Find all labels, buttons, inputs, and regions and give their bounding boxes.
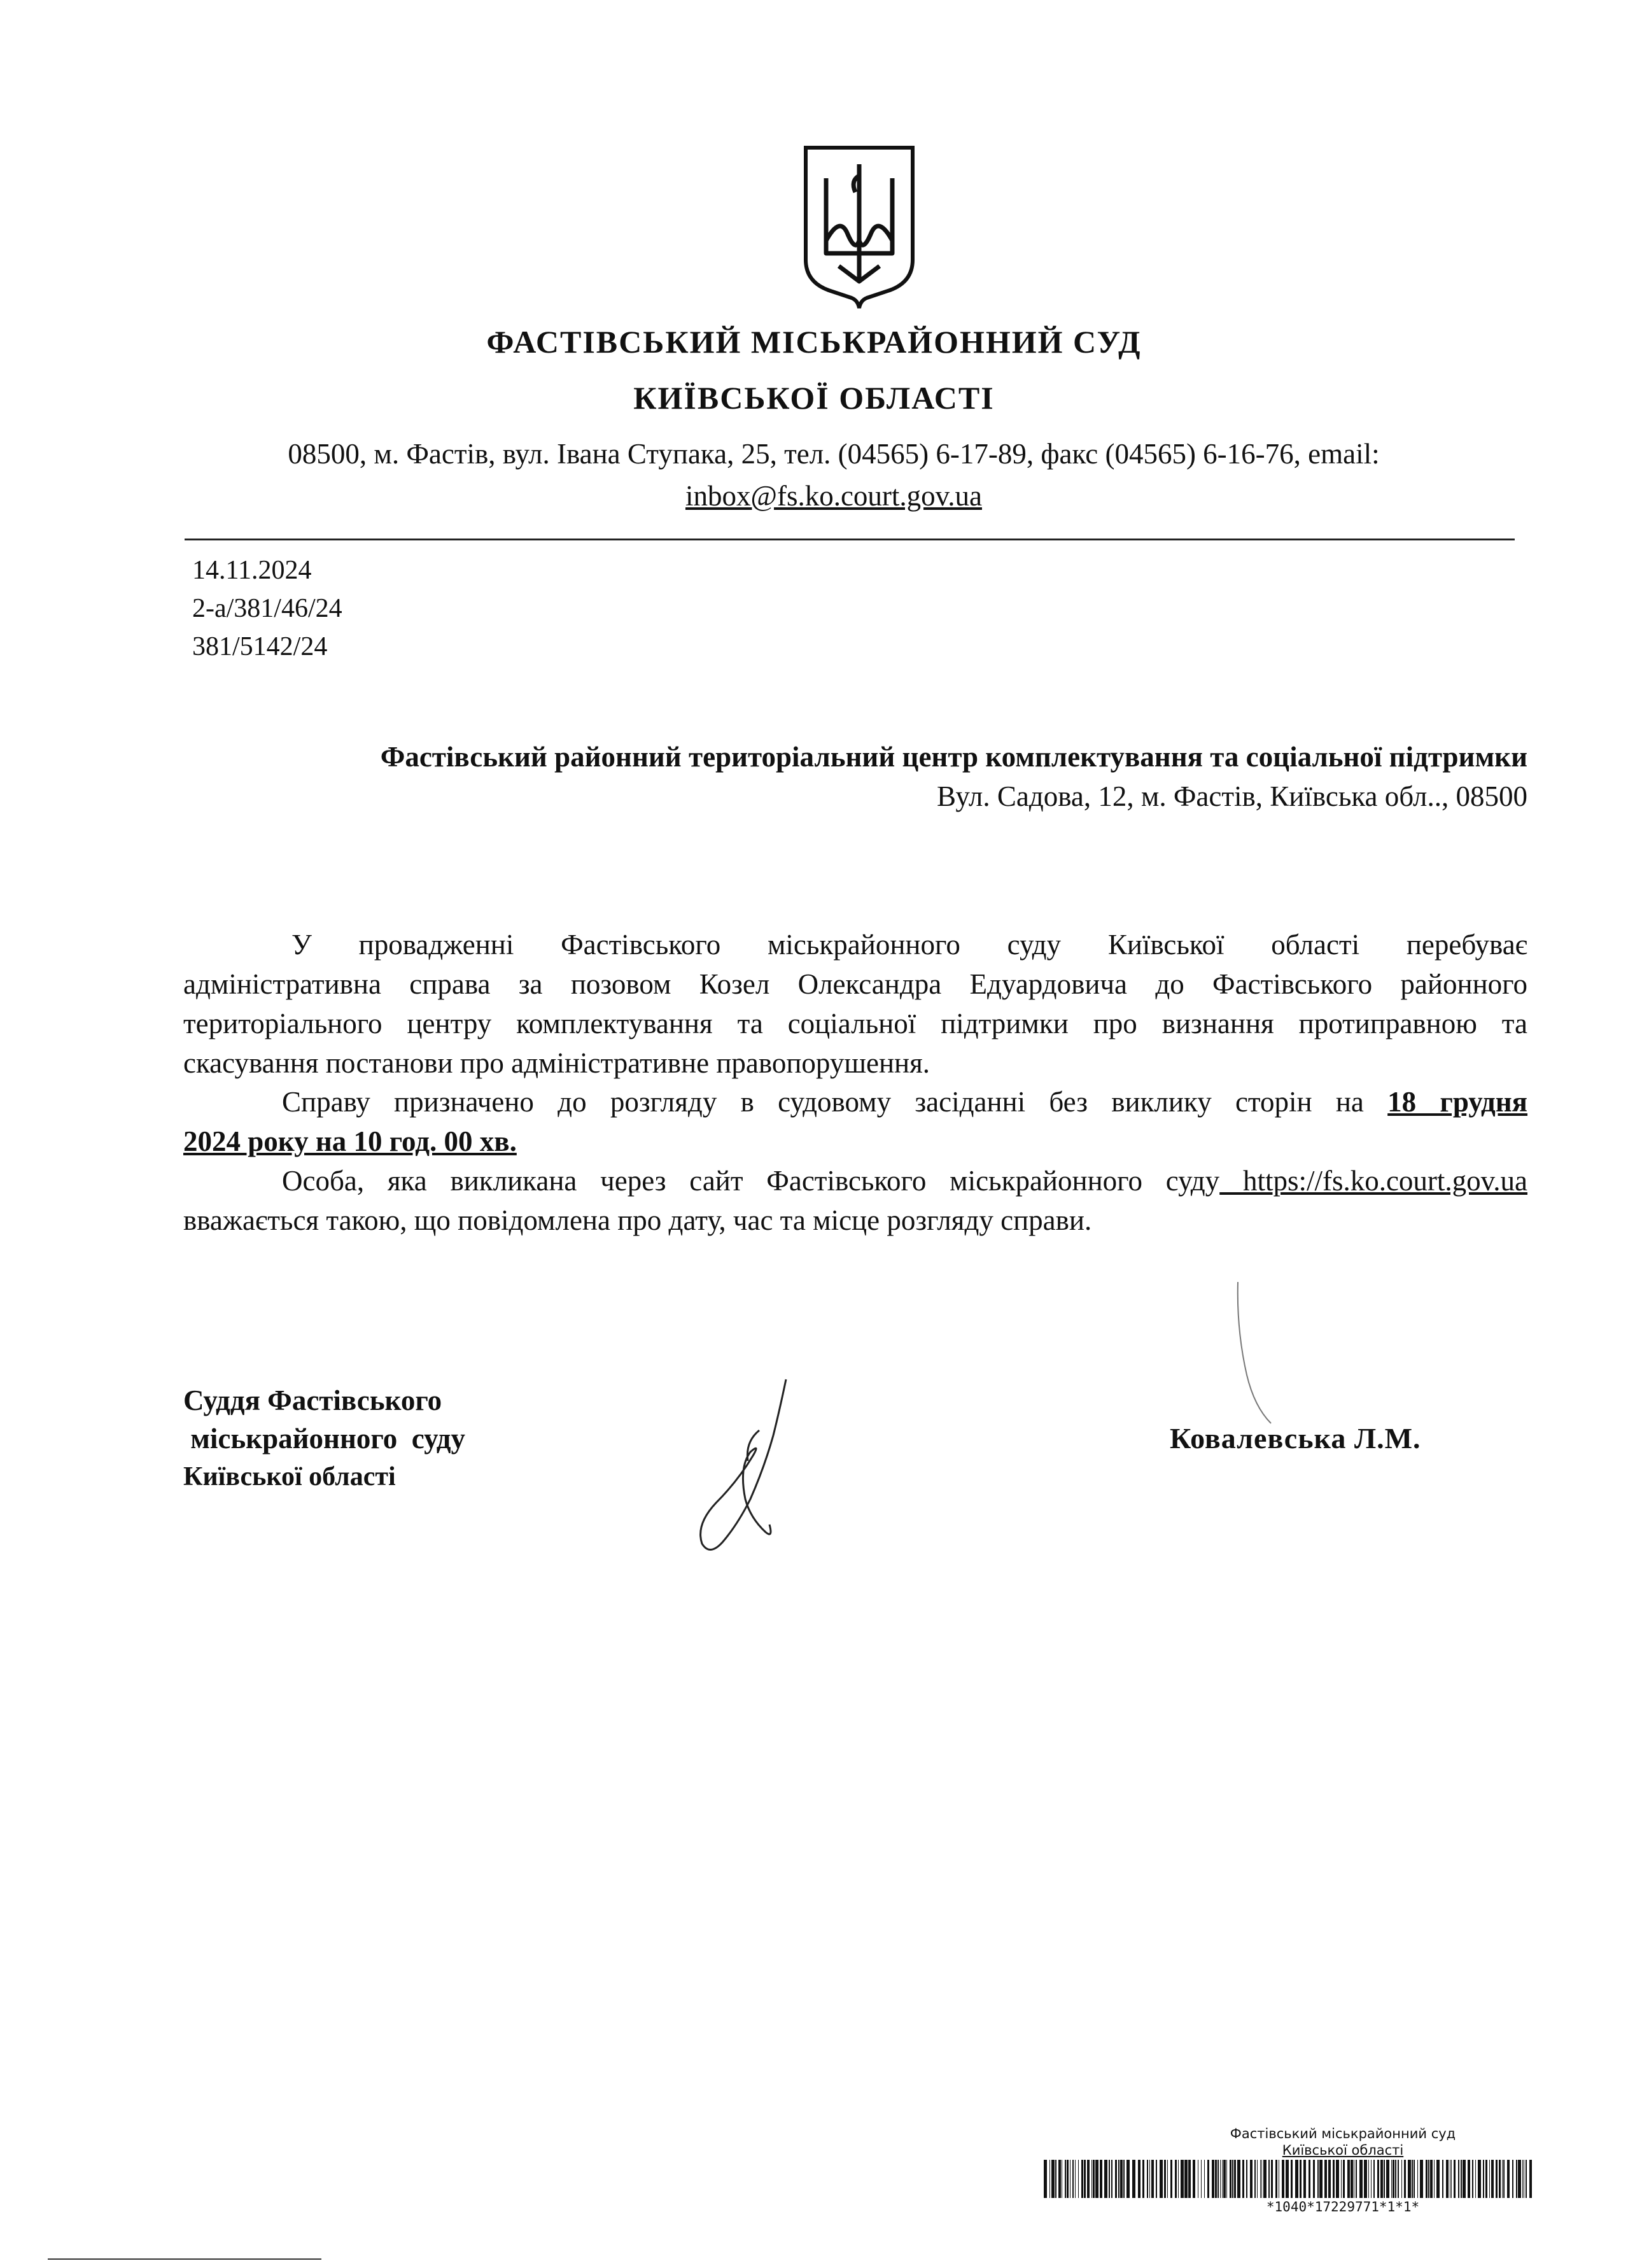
paragraph-line: територіального центру комплектування та соціальної підтримки про визнання протиправною та [183, 1008, 1527, 1039]
barcode-bar [1436, 2160, 1440, 2198]
barcode-bar [1160, 2160, 1163, 2198]
court-website-link[interactable]: https://fs.ko.court.gov.ua [1219, 1165, 1527, 1197]
barcode-number: *1040*17229771*1*1* [1266, 2199, 1420, 2215]
barcode-bar [1395, 2160, 1396, 2198]
barcode-bar [1067, 2160, 1069, 2198]
barcode-bar [1051, 2160, 1055, 2198]
barcode [1044, 2160, 1534, 2198]
barcode-bar [1207, 2160, 1209, 2198]
barcode-bar [1223, 2160, 1226, 2198]
barcode-bar [1237, 2160, 1240, 2198]
barcode-bar [1246, 2160, 1247, 2198]
barcode-bar [1226, 2160, 1227, 2198]
barcode-bar [1230, 2160, 1232, 2198]
barcode-bar [1408, 2160, 1411, 2198]
barcode-bar [1428, 2160, 1429, 2198]
barcode-bar [1291, 2160, 1293, 2198]
barcode-bar [1502, 2160, 1503, 2198]
barcode-bar [1454, 2160, 1456, 2198]
barcode-bar [1356, 2160, 1357, 2198]
court-address-line: 08500, м. Фастів, вул. Івана Ступака, 25, тел. (04565) 6-17-89, факс (04565) 6-16-76, email: [288, 438, 1380, 470]
barcode-bar [1391, 2160, 1392, 2198]
barcode-bar [1485, 2160, 1487, 2198]
body-paragraph-3 [183, 1161, 1527, 1240]
barcode-bar [1261, 2160, 1262, 2198]
judge-title-line-1: Суддя Фастівського [183, 1384, 442, 1416]
case-number: 2-а/381/46/24 [192, 594, 342, 623]
barcode-bar [1451, 2160, 1452, 2198]
barcode-bar [1328, 2160, 1331, 2198]
body-paragraph-2 [183, 1082, 1527, 1161]
barcode-bar [1271, 2160, 1273, 2198]
barcode-bar [1373, 2160, 1375, 2198]
barcode-bar [1095, 2160, 1098, 2198]
barcode-bar [1414, 2160, 1415, 2198]
barcode-bar [1300, 2160, 1302, 2198]
barcode-bar [1075, 2160, 1076, 2198]
barcode-bar [1257, 2160, 1258, 2198]
barcode-bar [1109, 2160, 1110, 2198]
paragraph-line: У провадженні Фастівського міськрайонного суду Київської області перебуває [291, 929, 1527, 961]
barcode-bar [1516, 2160, 1517, 2198]
barcode-bar [1461, 2160, 1462, 2198]
barcode-bar [1475, 2160, 1476, 2198]
barcode-bar [1220, 2160, 1221, 2198]
barcode-bar [1084, 2160, 1086, 2198]
barcode-bar [1483, 2160, 1484, 2198]
registration-number: 381/5142/24 [192, 632, 328, 661]
barcode-bar [1347, 2160, 1350, 2198]
barcode-bar [1317, 2160, 1319, 2198]
barcode-bar [1175, 2160, 1177, 2198]
barcode-bar [1518, 2160, 1521, 2198]
hearing-date-time: 2024 року на 10 год. 00 хв. [183, 1125, 517, 1157]
barcode-bar [1417, 2160, 1418, 2198]
barcode-bar [1268, 2160, 1270, 2198]
barcode-bar [1263, 2160, 1267, 2198]
barcode-bar [1295, 2160, 1298, 2198]
footer-divider [48, 2258, 321, 2260]
barcode-bar [1232, 2160, 1233, 2198]
trident-coat-of-arms-icon [802, 145, 916, 309]
barcode-bar [1156, 2160, 1157, 2198]
barcode-bar [1260, 2160, 1261, 2198]
barcode-bar [1426, 2160, 1428, 2198]
barcode-bar [1364, 2160, 1367, 2198]
barcode-bar [1120, 2160, 1123, 2198]
barcode-bar [1065, 2160, 1066, 2198]
paragraph-line: скасування постанови про адміністративне правопорушення. [183, 1047, 930, 1079]
barcode-bar [1275, 2160, 1277, 2198]
barcode-bar [1250, 2160, 1253, 2198]
barcode-bar [1368, 2160, 1369, 2198]
barcode-bar [1507, 2160, 1510, 2198]
barcode-bar [1049, 2160, 1050, 2198]
judge-title-line-3: Київської області [183, 1462, 396, 1491]
barcode-bar [1201, 2160, 1202, 2198]
barcode-bar [1254, 2160, 1256, 2198]
judge-title-line-2: міськрайонного суду [183, 1423, 466, 1454]
barcode-bar [1184, 2160, 1188, 2198]
barcode-bar [1100, 2160, 1102, 2198]
barcode-bar [1458, 2160, 1459, 2198]
barcode-bar [1115, 2160, 1117, 2198]
barcode-bar [1351, 2160, 1353, 2198]
barcode-bar [1491, 2160, 1494, 2198]
barcode-bar [1412, 2160, 1413, 2198]
judge-name: Ковалевська Л.М. [1170, 1422, 1421, 1454]
barcode-bar [1118, 2160, 1119, 2198]
summons-notice-text: Особа, яка викликана через сайт Фастівського міськрайонного суду [282, 1165, 1220, 1197]
barcode-bar [1309, 2160, 1310, 2198]
barcode-bar [1401, 2160, 1402, 2198]
barcode-bar [1503, 2160, 1505, 2198]
barcode-bar [1333, 2160, 1335, 2198]
barcode-bar [1384, 2160, 1385, 2198]
paragraph-line: вважається такою, що повідомлена про дату, час та місце розгляду справи. [183, 1204, 1092, 1236]
barcode-bar [1282, 2160, 1284, 2198]
barcode-bar [1167, 2160, 1168, 2198]
barcode-bar [1093, 2160, 1095, 2198]
handwritten-signature [684, 1372, 818, 1563]
barcode-bar [1499, 2160, 1501, 2198]
barcode-bar [1072, 2160, 1074, 2198]
barcode-bar [1147, 2160, 1148, 2198]
barcode-bar [1193, 2160, 1195, 2198]
barcode-bar [1286, 2160, 1289, 2198]
barcode-bar [1044, 2160, 1047, 2198]
hearing-date-day: 18 грудня [1387, 1086, 1528, 1118]
barcode-bar [1313, 2160, 1315, 2198]
hearing-scheduled-text: Справу призначено до розгляду в судовому засіданні без виклику сторін на [282, 1086, 1364, 1118]
letter-date: 14.11.2024 [192, 556, 312, 585]
barcode-bar [1430, 2160, 1433, 2198]
barcode-bar [1149, 2160, 1150, 2198]
court-contact [210, 433, 1457, 517]
barcode-bar [1472, 2160, 1473, 2198]
barcode-bar [1215, 2160, 1217, 2198]
barcode-bar [1434, 2160, 1435, 2198]
barcode-bar [1188, 2160, 1191, 2198]
barcode-bar [1380, 2160, 1383, 2198]
barcode-bar [1081, 2160, 1083, 2198]
barcode-bar [1138, 2160, 1140, 2198]
paragraph-line [183, 1122, 1527, 1161]
barcode-bar [1463, 2160, 1466, 2198]
barcode-bar [1336, 2160, 1339, 2198]
barcode-bar [1164, 2160, 1166, 2198]
barcode-bar [1303, 2160, 1306, 2198]
barcode-bar [1398, 2160, 1399, 2198]
barcode-bar [1359, 2160, 1363, 2198]
stamp-court-name: Фастівський міськрайонний суд [1230, 2126, 1456, 2141]
barcode-bar [1078, 2160, 1079, 2198]
barcode-bar [1341, 2160, 1342, 2198]
barcode-bar [1442, 2160, 1443, 2198]
barcode-bar [1420, 2160, 1423, 2198]
barcode-bar [1181, 2160, 1184, 2198]
court-name: ФАСТІВСЬКИЙ МІСЬКРАЙОННИЙ СУД [486, 324, 1142, 360]
barcode-bar [1512, 2160, 1513, 2198]
barcode-bar [1404, 2160, 1406, 2198]
barcode-bar [1446, 2160, 1449, 2198]
barcode-bar [1234, 2160, 1236, 2198]
barcode-bar [1489, 2160, 1490, 2198]
barcode-bar [1212, 2160, 1214, 2198]
barcode-bar [1242, 2160, 1244, 2198]
barcode-bar [1087, 2160, 1090, 2198]
barcode-bar [1529, 2160, 1532, 2198]
barcode-bar [1377, 2160, 1379, 2198]
barcode-bar [1496, 2160, 1498, 2198]
barcode-bar [1055, 2160, 1056, 2198]
addressee-name: Фастівський районний територіальний центр комплектування та соціальної підтримки [380, 741, 1527, 773]
court-region: КИЇВСЬКОЇ ОБЛАСТІ [633, 380, 995, 416]
pen-stroke-mark [1232, 1279, 1276, 1426]
barcode-bar [1123, 2160, 1125, 2198]
barcode-bar [1091, 2160, 1092, 2198]
barcode-bar [1178, 2160, 1179, 2198]
barcode-bar [1393, 2160, 1394, 2198]
barcode-bar [1522, 2160, 1523, 2198]
barcode-bar [1319, 2160, 1323, 2198]
header-divider [185, 539, 1515, 540]
barcode-bar [1111, 2160, 1112, 2198]
paragraph-line [183, 1082, 1527, 1122]
barcode-bar [1343, 2160, 1345, 2198]
barcode-bar [1126, 2160, 1130, 2198]
paragraph-line [183, 1161, 1527, 1201]
barcode-bar [1058, 2160, 1061, 2198]
barcode-bar [1104, 2160, 1107, 2198]
barcode-bar [1222, 2160, 1223, 2198]
barcode-bar [1132, 2160, 1135, 2198]
body-paragraph-1 [183, 925, 1527, 1083]
barcode-bar [1324, 2160, 1327, 2198]
barcode-bar [1151, 2160, 1154, 2198]
barcode-bar [1371, 2160, 1372, 2198]
barcode-bar [1170, 2160, 1172, 2198]
barcode-bar [1478, 2160, 1481, 2198]
court-email-link[interactable]: inbox@fs.ko.court.gov.ua [685, 480, 982, 512]
barcode-bar [1526, 2160, 1527, 2198]
stamp-region: Київської області [1282, 2143, 1404, 2158]
barcode-bar [1204, 2160, 1205, 2198]
paragraph-line: адміністративна справа за позовом Козел Олександра Едуардовича до Фастівського районного [183, 968, 1527, 1000]
barcode-bar [1142, 2160, 1144, 2198]
barcode-bar [1468, 2160, 1470, 2198]
barcode-bar [1217, 2160, 1219, 2198]
addressee-address: Вул. Садова, 12, м. Фастів, Київська обл.., 08500 [936, 780, 1527, 812]
barcode-bar [1386, 2160, 1389, 2198]
